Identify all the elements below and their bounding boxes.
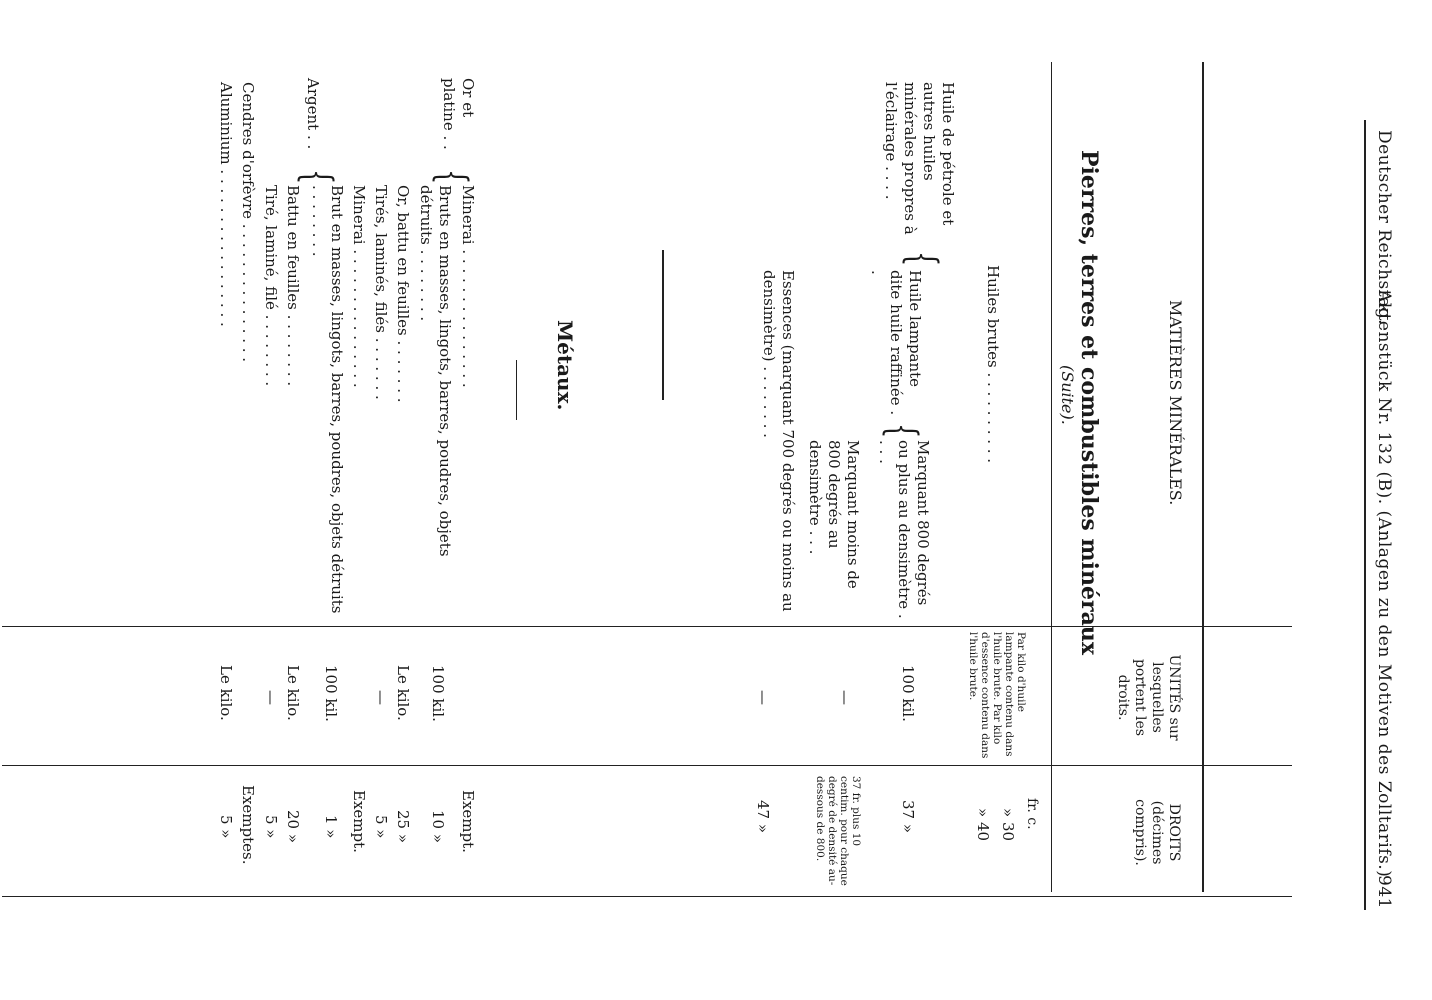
brace-argent: { <box>294 169 340 185</box>
entry-aluminium: Aluminium . . . . . . . . . . . . . . . . . <box>217 82 235 327</box>
entry-huile-lampante: Huile lampante dite huile raffinée . . <box>868 270 924 416</box>
group-huile-petrole: Huile de pétrole et autres huiles minérales propres à l'éclairage . . . . <box>882 82 957 235</box>
col-heading-droits: DROITS (décimes compris). <box>1132 799 1182 866</box>
group-or-platine: Or et platine . . <box>440 78 477 150</box>
brace-petrole: { <box>899 251 945 267</box>
duty-argent-tire: 5 » <box>262 815 280 839</box>
section1-subtitle: (Suite). <box>1058 365 1077 425</box>
unit-or-bruts: 100 kil. <box>429 665 447 722</box>
entry-cendres: Cendres d'orfèvre . . . . . . . . . . . . . . . <box>239 82 257 363</box>
page-number: 941 <box>1374 875 1394 909</box>
duty-argent-battu: 20 » <box>284 810 302 844</box>
entry-or-bruts: Bruts en masses, lingots, barres, poudres, objets détruits . . . . . . . . <box>417 185 454 557</box>
section2-underline <box>516 360 517 420</box>
duty-or-tires: 5 » <box>372 815 390 839</box>
group-argent: Argent . . <box>304 78 322 150</box>
col-separator-3 <box>2 896 1292 897</box>
duty-huiles-brutes-1: » 30 <box>999 808 1017 842</box>
duty-essences: 47 » <box>754 800 772 834</box>
entry-marquant-800: Marquant 800 degrés ou plus au densimètre . . . . <box>876 440 932 619</box>
entry-huiles-brutes: Huiles brutes . . . . . . . . . . <box>984 265 1002 464</box>
col-separator-2 <box>2 765 1292 766</box>
entry-argent-mineral: Minerai . . . . . . . . . . . . . . . <box>350 185 368 388</box>
header-left: Deutscher Reichstag. <box>1374 130 1394 325</box>
header-middle: Aktenstück Nr. 132 (B). (Anlagen zu den Motiven des Zolltarifs.) <box>1374 290 1394 878</box>
duty-aluminium: 5 » <box>217 815 235 839</box>
duty-cendres: Exemptes. <box>239 785 257 865</box>
col-heading-matieres: MATIÈRES MINÉRALES. <box>1166 300 1185 506</box>
duty-or-mineral: Exempt. <box>459 790 477 853</box>
duty-huiles-brutes-2: » 40 <box>974 808 992 842</box>
unit-or-tires: — <box>372 690 390 705</box>
duty-or-battu: 25 » <box>394 810 412 844</box>
unit-argent-tire: — <box>262 690 280 705</box>
table-head-rule <box>1051 62 1052 892</box>
unit-marquant-800: 100 kil. <box>899 665 917 722</box>
brace-or: { <box>429 169 475 185</box>
currency-label: fr. c. <box>1024 798 1040 830</box>
section2-title: Métaux. <box>553 320 577 411</box>
entry-argent-tire: Tiré, laminé, filé . . . . . . . . <box>262 185 280 387</box>
entry-argent-brut: Brut en masses, lingots, barres, poudres, objets détruits . . . . . . . . <box>309 185 346 614</box>
section-divider <box>662 250 664 400</box>
table-top-rule <box>1202 62 1204 892</box>
brace-lampante: { <box>879 423 925 439</box>
col-heading-unites: UNITÉS sur lesquelles portent les droits. <box>1115 654 1182 741</box>
duty-argent-brut: 1 » <box>322 815 340 839</box>
entry-marquant-moins: Marquant moins de 800 degrés au densimètre . . . <box>806 440 862 589</box>
entry-or-mineral: Minerai . . . . . . . . . . . . . . . <box>459 185 477 388</box>
unit-essences: — <box>754 690 772 705</box>
unit-argent-battu: Le kilo. <box>284 665 302 721</box>
duty-marquant-800: 37 » <box>899 800 917 834</box>
section1-title: Pierres, terres et combustibles minéraux <box>1076 150 1102 655</box>
duty-argent-mineral: Exempt. <box>350 790 368 853</box>
unit-argent-brut: 100 kil. <box>322 665 340 722</box>
unit-aluminium: Le kilo. <box>217 665 235 721</box>
entry-or-battu: Or, battu en feuilles . . . . . . . <box>394 185 412 403</box>
duty-marquant-moins: 37 fr. plus 10 centim. pour chaque degré de densité au-dessous de 800. <box>814 776 862 886</box>
entry-argent-battu: Battu en feuilles . . . . . . . . <box>284 185 302 387</box>
unit-marquant-moins: — <box>836 690 854 705</box>
entry-or-tires: Tirés, laminés, filés . . . . . . . <box>372 185 390 400</box>
header-rule <box>1364 120 1366 910</box>
unit-huiles-brutes: Par kilo d'huile lampante contenu dans l'huile brute. Par kilo d'essence contenu dans l'huile brute. <box>967 632 1027 759</box>
unit-or-battu: Le kilo. <box>394 665 412 721</box>
duty-or-bruts: 10 » <box>429 810 447 844</box>
entry-essences: Essences (marquant 700 degrés ou moins au densimètre) . . . . . . . . <box>760 270 797 612</box>
